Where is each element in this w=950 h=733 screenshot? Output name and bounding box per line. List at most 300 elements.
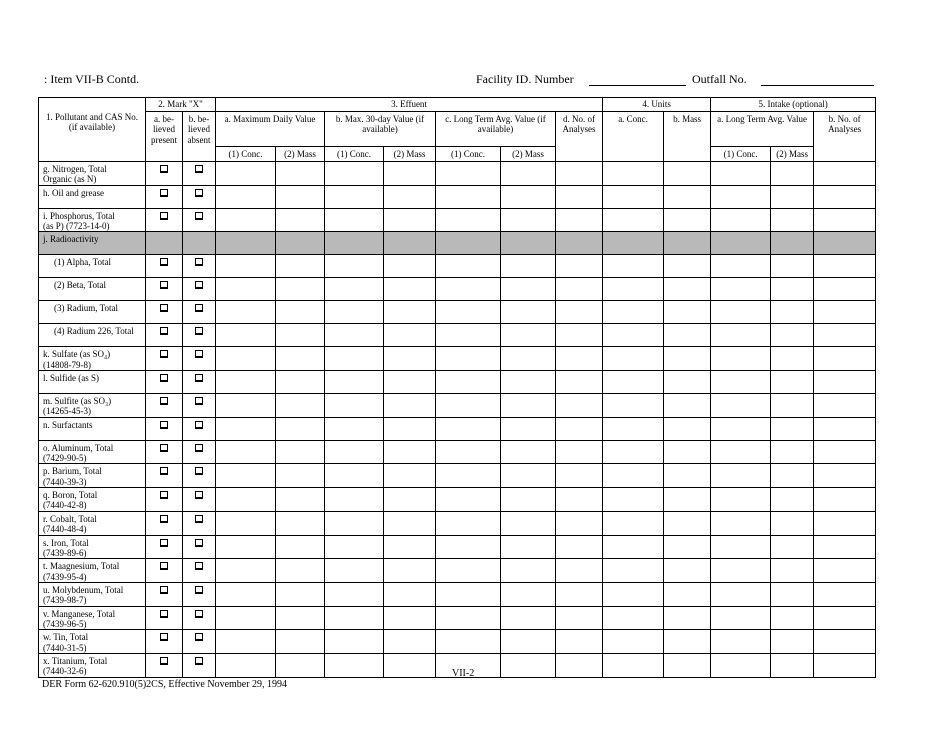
units-conc-cell[interactable]	[603, 185, 664, 208]
effluent-analyses-cell[interactable]	[556, 278, 603, 301]
max-daily-conc-cell[interactable]	[216, 371, 276, 394]
intake-conc-cell[interactable]	[711, 324, 771, 347]
effluent-analyses-cell[interactable]	[556, 208, 603, 232]
intake-conc-cell[interactable]	[711, 417, 771, 440]
max-daily-conc-cell[interactable]	[216, 440, 276, 464]
max-30day-conc-cell[interactable]	[325, 417, 384, 440]
long-term-mass-cell[interactable]	[501, 185, 556, 208]
units-conc-cell[interactable]	[603, 630, 664, 654]
max-30day-mass-cell[interactable]	[384, 653, 436, 677]
intake-conc-cell[interactable]	[711, 347, 771, 371]
intake-conc-cell[interactable]	[711, 511, 771, 535]
believed-present-checkbox[interactable]	[160, 539, 168, 547]
long-term-mass-cell[interactable]	[501, 559, 556, 583]
units-mass-cell[interactable]	[664, 559, 711, 583]
intake-analyses-cell[interactable]	[814, 630, 876, 654]
believed-present-checkbox[interactable]	[160, 281, 168, 289]
long-term-mass-cell[interactable]	[501, 324, 556, 347]
max-daily-mass-cell[interactable]	[276, 559, 325, 583]
long-term-mass-cell[interactable]	[501, 440, 556, 464]
max-30day-conc-cell[interactable]	[325, 324, 384, 347]
intake-conc-cell[interactable]	[711, 630, 771, 654]
intake-analyses-cell[interactable]	[814, 324, 876, 347]
units-mass-cell[interactable]	[664, 301, 711, 324]
believed-absent-checkbox[interactable]	[195, 633, 203, 641]
max-daily-conc-cell[interactable]	[216, 324, 276, 347]
units-mass-cell[interactable]	[664, 440, 711, 464]
intake-mass-cell[interactable]	[771, 606, 814, 630]
intake-mass-cell[interactable]	[771, 440, 814, 464]
believed-absent-checkbox[interactable]	[195, 539, 203, 547]
intake-analyses-cell[interactable]	[814, 255, 876, 278]
units-mass-cell[interactable]	[664, 394, 711, 418]
max-daily-conc-cell[interactable]	[216, 278, 276, 301]
effluent-analyses-cell[interactable]	[556, 488, 603, 512]
max-daily-conc-cell[interactable]	[216, 488, 276, 512]
max-daily-mass-cell[interactable]	[276, 255, 325, 278]
outfall-field[interactable]	[761, 85, 874, 86]
effluent-analyses-cell[interactable]	[556, 255, 603, 278]
intake-conc-cell[interactable]	[711, 653, 771, 677]
intake-mass-cell[interactable]	[771, 653, 814, 677]
intake-mass-cell[interactable]	[771, 185, 814, 208]
max-30day-mass-cell[interactable]	[384, 162, 436, 186]
max-30day-conc-cell[interactable]	[325, 488, 384, 512]
units-mass-cell[interactable]	[664, 371, 711, 394]
units-conc-cell[interactable]	[603, 535, 664, 559]
max-30day-mass-cell[interactable]	[384, 559, 436, 583]
units-conc-cell[interactable]	[603, 347, 664, 371]
believed-present-checkbox[interactable]	[160, 657, 168, 665]
max-daily-conc-cell[interactable]	[216, 511, 276, 535]
max-30day-conc-cell[interactable]	[325, 185, 384, 208]
max-30day-conc-cell[interactable]	[325, 347, 384, 371]
believed-absent-checkbox[interactable]	[195, 467, 203, 475]
max-daily-conc-cell[interactable]	[216, 630, 276, 654]
max-30day-conc-cell[interactable]	[325, 301, 384, 324]
long-term-conc-cell[interactable]	[436, 630, 501, 654]
intake-analyses-cell[interactable]	[814, 417, 876, 440]
max-30day-conc-cell[interactable]	[325, 582, 384, 606]
effluent-analyses-cell[interactable]	[556, 301, 603, 324]
long-term-mass-cell[interactable]	[501, 371, 556, 394]
intake-analyses-cell[interactable]	[814, 606, 876, 630]
units-conc-cell[interactable]	[603, 464, 664, 488]
believed-present-checkbox[interactable]	[160, 397, 168, 405]
units-mass-cell[interactable]	[664, 464, 711, 488]
max-daily-conc-cell[interactable]	[216, 347, 276, 371]
max-daily-mass-cell[interactable]	[276, 464, 325, 488]
long-term-mass-cell[interactable]	[501, 417, 556, 440]
intake-analyses-cell[interactable]	[814, 394, 876, 418]
max-daily-mass-cell[interactable]	[276, 278, 325, 301]
believed-present-checkbox[interactable]	[160, 491, 168, 499]
max-30day-mass-cell[interactable]	[384, 394, 436, 418]
long-term-conc-cell[interactable]	[436, 371, 501, 394]
long-term-mass-cell[interactable]	[501, 535, 556, 559]
intake-conc-cell[interactable]	[711, 394, 771, 418]
max-30day-mass-cell[interactable]	[384, 208, 436, 232]
believed-absent-checkbox[interactable]	[195, 165, 203, 173]
intake-conc-cell[interactable]	[711, 488, 771, 512]
long-term-conc-cell[interactable]	[436, 301, 501, 324]
believed-present-checkbox[interactable]	[160, 374, 168, 382]
believed-present-checkbox[interactable]	[160, 304, 168, 312]
effluent-analyses-cell[interactable]	[556, 630, 603, 654]
intake-mass-cell[interactable]	[771, 371, 814, 394]
max-daily-mass-cell[interactable]	[276, 324, 325, 347]
believed-present-checkbox[interactable]	[160, 421, 168, 429]
intake-analyses-cell[interactable]	[814, 559, 876, 583]
long-term-mass-cell[interactable]	[501, 606, 556, 630]
believed-absent-checkbox[interactable]	[195, 304, 203, 312]
pollutant-cas-number: (7439-95-4)	[43, 571, 87, 582]
max-30day-mass-cell[interactable]	[384, 606, 436, 630]
units-conc-cell[interactable]	[603, 394, 664, 418]
intake-conc-cell[interactable]	[711, 208, 771, 232]
units-conc-cell[interactable]	[603, 559, 664, 583]
units-conc-cell[interactable]	[603, 371, 664, 394]
intake-mass-cell[interactable]	[771, 394, 814, 418]
units-conc-cell[interactable]	[603, 440, 664, 464]
max-daily-conc-cell[interactable]	[216, 301, 276, 324]
units-mass-cell[interactable]	[664, 417, 711, 440]
intake-conc-cell[interactable]	[711, 255, 771, 278]
units-mass-cell[interactable]	[664, 535, 711, 559]
max-30day-conc-cell[interactable]	[325, 630, 384, 654]
believed-absent-checkbox[interactable]	[195, 350, 203, 358]
max-30day-mass-cell[interactable]	[384, 630, 436, 654]
believed-absent-checkbox[interactable]	[195, 397, 203, 405]
believed-present-checkbox[interactable]	[160, 633, 168, 641]
max-30day-conc-cell[interactable]	[325, 255, 384, 278]
max-30day-conc-cell[interactable]	[325, 162, 384, 186]
intake-analyses-cell[interactable]	[814, 535, 876, 559]
max-30day-conc-cell[interactable]	[325, 535, 384, 559]
effluent-analyses-cell[interactable]	[556, 324, 603, 347]
units-conc-cell[interactable]	[603, 208, 664, 232]
believed-present-checkbox[interactable]	[160, 562, 168, 570]
max-daily-conc-cell[interactable]	[216, 208, 276, 232]
intake-mass-cell[interactable]	[771, 255, 814, 278]
effluent-analyses-cell[interactable]	[556, 417, 603, 440]
intake-conc-cell[interactable]	[711, 371, 771, 394]
intake-conc-cell[interactable]	[711, 606, 771, 630]
max-30day-conc-cell[interactable]	[325, 440, 384, 464]
effluent-analyses-cell[interactable]	[556, 535, 603, 559]
long-term-conc-cell[interactable]	[436, 488, 501, 512]
long-term-conc-cell[interactable]	[436, 394, 501, 418]
believed-absent-checkbox[interactable]	[195, 327, 203, 335]
effluent-analyses-cell[interactable]	[556, 185, 603, 208]
long-term-mass-cell[interactable]	[501, 464, 556, 488]
intake-mass-cell[interactable]	[771, 347, 814, 371]
max-daily-conc-cell[interactable]	[216, 394, 276, 418]
intake-analyses-cell[interactable]	[814, 301, 876, 324]
effluent-analyses-cell[interactable]	[556, 464, 603, 488]
long-term-mass-cell[interactable]	[501, 208, 556, 232]
long-term-conc-cell[interactable]	[436, 278, 501, 301]
believed-absent-checkbox[interactable]	[195, 491, 203, 499]
effluent-analyses-cell[interactable]	[556, 162, 603, 186]
intake-mass-cell[interactable]	[771, 488, 814, 512]
intake-mass-cell[interactable]	[771, 417, 814, 440]
max-daily-mass-cell[interactable]	[276, 394, 325, 418]
units-conc-cell[interactable]	[603, 653, 664, 677]
intake-mass-cell[interactable]	[771, 582, 814, 606]
intake-conc-cell[interactable]	[711, 582, 771, 606]
units-mass-cell[interactable]	[664, 511, 711, 535]
max-daily-conc-cell[interactable]	[216, 417, 276, 440]
max-30day-conc-cell[interactable]	[325, 278, 384, 301]
believed-present-checkbox[interactable]	[160, 467, 168, 475]
units-mass-cell[interactable]	[664, 208, 711, 232]
long-term-mass-cell[interactable]	[501, 630, 556, 654]
intake-analyses-cell[interactable]	[814, 185, 876, 208]
effluent-analyses-cell[interactable]	[556, 559, 603, 583]
long-term-mass-cell[interactable]	[501, 162, 556, 186]
max-daily-mass-cell[interactable]	[276, 440, 325, 464]
long-term-conc-cell[interactable]	[436, 347, 501, 371]
max-30day-conc-cell[interactable]	[325, 606, 384, 630]
believed-present-checkbox[interactable]	[160, 586, 168, 594]
units-conc-cell[interactable]	[603, 606, 664, 630]
units-mass-cell[interactable]	[664, 347, 711, 371]
units-mass-cell[interactable]	[664, 582, 711, 606]
long-term-conc-cell[interactable]	[436, 559, 501, 583]
max-daily-conc-cell[interactable]	[216, 185, 276, 208]
believed-present-checkbox[interactable]	[160, 515, 168, 523]
believed-absent-checkbox[interactable]	[195, 258, 203, 266]
max-daily-conc-cell[interactable]	[216, 559, 276, 583]
intake-conc-cell[interactable]	[711, 464, 771, 488]
units-mass-cell[interactable]	[664, 255, 711, 278]
max-daily-mass-cell[interactable]	[276, 653, 325, 677]
intake-conc-cell[interactable]	[711, 185, 771, 208]
intake-mass-cell[interactable]	[771, 630, 814, 654]
long-term-conc-cell[interactable]	[436, 606, 501, 630]
intake-conc-cell[interactable]	[711, 278, 771, 301]
max-30day-conc-cell[interactable]	[325, 464, 384, 488]
max-daily-mass-cell[interactable]	[276, 162, 325, 186]
intake-conc-cell[interactable]	[711, 301, 771, 324]
intake-analyses-cell[interactable]	[814, 488, 876, 512]
long-term-mass-cell[interactable]	[501, 301, 556, 324]
max-daily-mass-cell[interactable]	[276, 347, 325, 371]
units-mass-cell[interactable]	[664, 162, 711, 186]
intake-conc-cell[interactable]	[711, 559, 771, 583]
believed-present-checkbox[interactable]	[160, 165, 168, 173]
max-30day-mass-cell[interactable]	[384, 488, 436, 512]
effluent-analyses-cell[interactable]	[556, 511, 603, 535]
believed-present-checkbox[interactable]	[160, 610, 168, 618]
intake-mass-cell[interactable]	[771, 511, 814, 535]
intake-analyses-cell[interactable]	[814, 278, 876, 301]
max-daily-conc-cell[interactable]	[216, 464, 276, 488]
max-30day-mass-cell[interactable]	[384, 417, 436, 440]
believed-absent-checkbox[interactable]	[195, 421, 203, 429]
units-conc-cell[interactable]	[603, 278, 664, 301]
pollutant-name	[39, 255, 146, 278]
units-conc-cell[interactable]	[603, 417, 664, 440]
believed-present-checkbox[interactable]	[160, 350, 168, 358]
max-daily-mass-cell[interactable]	[276, 371, 325, 394]
long-term-conc-cell[interactable]	[436, 208, 501, 232]
max-daily-mass-cell[interactable]	[276, 301, 325, 324]
intake-mass-cell[interactable]	[771, 301, 814, 324]
max-30day-conc-cell[interactable]	[325, 208, 384, 232]
max-daily-conc-cell[interactable]	[216, 582, 276, 606]
max-30day-mass-cell[interactable]	[384, 464, 436, 488]
intake-analyses-cell[interactable]	[814, 582, 876, 606]
long-term-mass-cell[interactable]	[501, 394, 556, 418]
long-term-conc-cell[interactable]	[436, 324, 501, 347]
max-30day-conc-cell[interactable]	[325, 653, 384, 677]
units-conc-cell[interactable]	[603, 582, 664, 606]
max-daily-conc-cell[interactable]	[216, 653, 276, 677]
table-row	[39, 606, 876, 630]
believed-absent-checkbox[interactable]	[195, 212, 203, 220]
believed-absent-checkbox[interactable]	[195, 586, 203, 594]
believed-absent-checkbox[interactable]	[195, 444, 203, 452]
units-conc-cell[interactable]	[603, 255, 664, 278]
max-30day-conc-cell[interactable]	[325, 511, 384, 535]
max-30day-conc-cell[interactable]	[325, 371, 384, 394]
max-30day-mass-cell[interactable]	[384, 185, 436, 208]
intake-conc-cell[interactable]	[711, 535, 771, 559]
max-30day-mass-cell[interactable]	[384, 511, 436, 535]
facility-id-label: Facility ID. Number	[476, 72, 574, 86]
long-term-conc-cell[interactable]	[436, 464, 501, 488]
intake-conc-cell[interactable]	[711, 162, 771, 186]
intake-mass-cell[interactable]	[771, 208, 814, 232]
max-daily-mass-cell[interactable]	[276, 606, 325, 630]
units-mass-cell[interactable]	[664, 630, 711, 654]
units-conc-cell[interactable]	[603, 488, 664, 512]
effluent-analyses-cell[interactable]	[556, 394, 603, 418]
long-term-mass-cell[interactable]	[501, 582, 556, 606]
units-mass-cell[interactable]	[664, 653, 711, 677]
max-30day-mass-cell[interactable]	[384, 371, 436, 394]
max-daily-mass-cell[interactable]	[276, 488, 325, 512]
believed-absent-checkbox[interactable]	[195, 189, 203, 197]
believed-absent-checkbox[interactable]	[195, 515, 203, 523]
long-term-mass-cell[interactable]	[501, 653, 556, 677]
max-daily-conc-cell[interactable]	[216, 606, 276, 630]
units-conc-cell[interactable]	[603, 301, 664, 324]
long-term-mass-cell[interactable]	[501, 347, 556, 371]
effluent-analyses-cell[interactable]	[556, 606, 603, 630]
max-30day-conc-cell[interactable]	[325, 559, 384, 583]
long-term-conc-cell[interactable]	[436, 185, 501, 208]
intake-analyses-cell[interactable]	[814, 464, 876, 488]
long-term-conc-cell[interactable]	[436, 535, 501, 559]
max-30day-mass-cell[interactable]	[384, 278, 436, 301]
believed-absent-checkbox[interactable]	[195, 374, 203, 382]
units-mass-cell[interactable]	[664, 324, 711, 347]
believed-present-checkbox[interactable]	[160, 212, 168, 220]
effluent-analyses-cell[interactable]	[556, 371, 603, 394]
max-30day-mass-cell[interactable]	[384, 582, 436, 606]
max-daily-mass-cell[interactable]	[276, 511, 325, 535]
units-mass-cell[interactable]	[664, 185, 711, 208]
units-mass-cell[interactable]	[664, 606, 711, 630]
long-term-conc-cell[interactable]	[436, 440, 501, 464]
long-term-mass-cell[interactable]	[501, 511, 556, 535]
max-30day-mass-cell[interactable]	[384, 255, 436, 278]
max-30day-mass-cell[interactable]	[384, 347, 436, 371]
units-mass-cell[interactable]	[664, 278, 711, 301]
intake-mass-cell[interactable]	[771, 535, 814, 559]
intake-mass-cell[interactable]	[771, 559, 814, 583]
max-30day-conc-cell[interactable]	[325, 394, 384, 418]
long-term-mass-cell[interactable]	[501, 488, 556, 512]
intake-analyses-cell[interactable]	[814, 653, 876, 677]
effluent-analyses-cell[interactable]	[556, 653, 603, 677]
believed-present-checkbox[interactable]	[160, 189, 168, 197]
intake-analyses-cell[interactable]	[814, 208, 876, 232]
intake-analyses-cell[interactable]	[814, 371, 876, 394]
max-30day-mass-cell[interactable]	[384, 324, 436, 347]
believed-absent-checkbox[interactable]	[195, 281, 203, 289]
intake-mass-cell[interactable]	[771, 162, 814, 186]
believed-present-checkbox[interactable]	[160, 444, 168, 452]
long-term-conc-cell[interactable]	[436, 255, 501, 278]
facility-id-field[interactable]	[589, 85, 686, 86]
effluent-analyses-cell[interactable]	[556, 347, 603, 371]
units-mass-cell[interactable]	[664, 488, 711, 512]
max-daily-mass-cell[interactable]	[276, 208, 325, 232]
long-term-conc-cell[interactable]	[436, 162, 501, 186]
believed-absent-checkbox[interactable]	[195, 610, 203, 618]
intake-analyses-cell[interactable]	[814, 347, 876, 371]
intake-analyses-cell[interactable]	[814, 162, 876, 186]
max-daily-mass-cell[interactable]	[276, 417, 325, 440]
max-30day-mass-cell[interactable]	[384, 301, 436, 324]
intake-conc-cell[interactable]	[711, 440, 771, 464]
believed-absent-checkbox[interactable]	[195, 657, 203, 665]
max-30day-mass-cell[interactable]	[384, 440, 436, 464]
believed-absent-checkbox[interactable]	[195, 562, 203, 570]
max-daily-conc-cell[interactable]	[216, 255, 276, 278]
max-daily-conc-cell[interactable]	[216, 162, 276, 186]
intake-mass-cell[interactable]	[771, 324, 814, 347]
intake-mass-cell[interactable]	[771, 464, 814, 488]
long-term-conc-cell[interactable]	[436, 417, 501, 440]
units-conc-cell[interactable]	[603, 162, 664, 186]
effluent-analyses-cell[interactable]	[556, 440, 603, 464]
max-daily-conc-cell[interactable]	[216, 535, 276, 559]
long-term-conc-cell[interactable]	[436, 511, 501, 535]
max-daily-mass-cell[interactable]	[276, 582, 325, 606]
max-30day-mass-cell[interactable]	[384, 535, 436, 559]
max-daily-mass-cell[interactable]	[276, 185, 325, 208]
units-conc-cell[interactable]	[603, 324, 664, 347]
believed-present-checkbox[interactable]	[160, 327, 168, 335]
intake-analyses-cell[interactable]	[814, 511, 876, 535]
effluent-analyses-cell[interactable]	[556, 582, 603, 606]
units-conc-cell[interactable]	[603, 511, 664, 535]
believed-present-cell	[146, 606, 183, 630]
long-term-conc-cell[interactable]	[436, 582, 501, 606]
intake-analyses-cell[interactable]	[814, 440, 876, 464]
intake-mass-cell[interactable]	[771, 278, 814, 301]
believed-present-checkbox[interactable]	[160, 258, 168, 266]
long-term-mass-cell[interactable]	[501, 278, 556, 301]
max-daily-mass-cell[interactable]	[276, 535, 325, 559]
max-daily-mass-cell[interactable]	[276, 630, 325, 654]
long-term-mass-cell[interactable]	[501, 255, 556, 278]
